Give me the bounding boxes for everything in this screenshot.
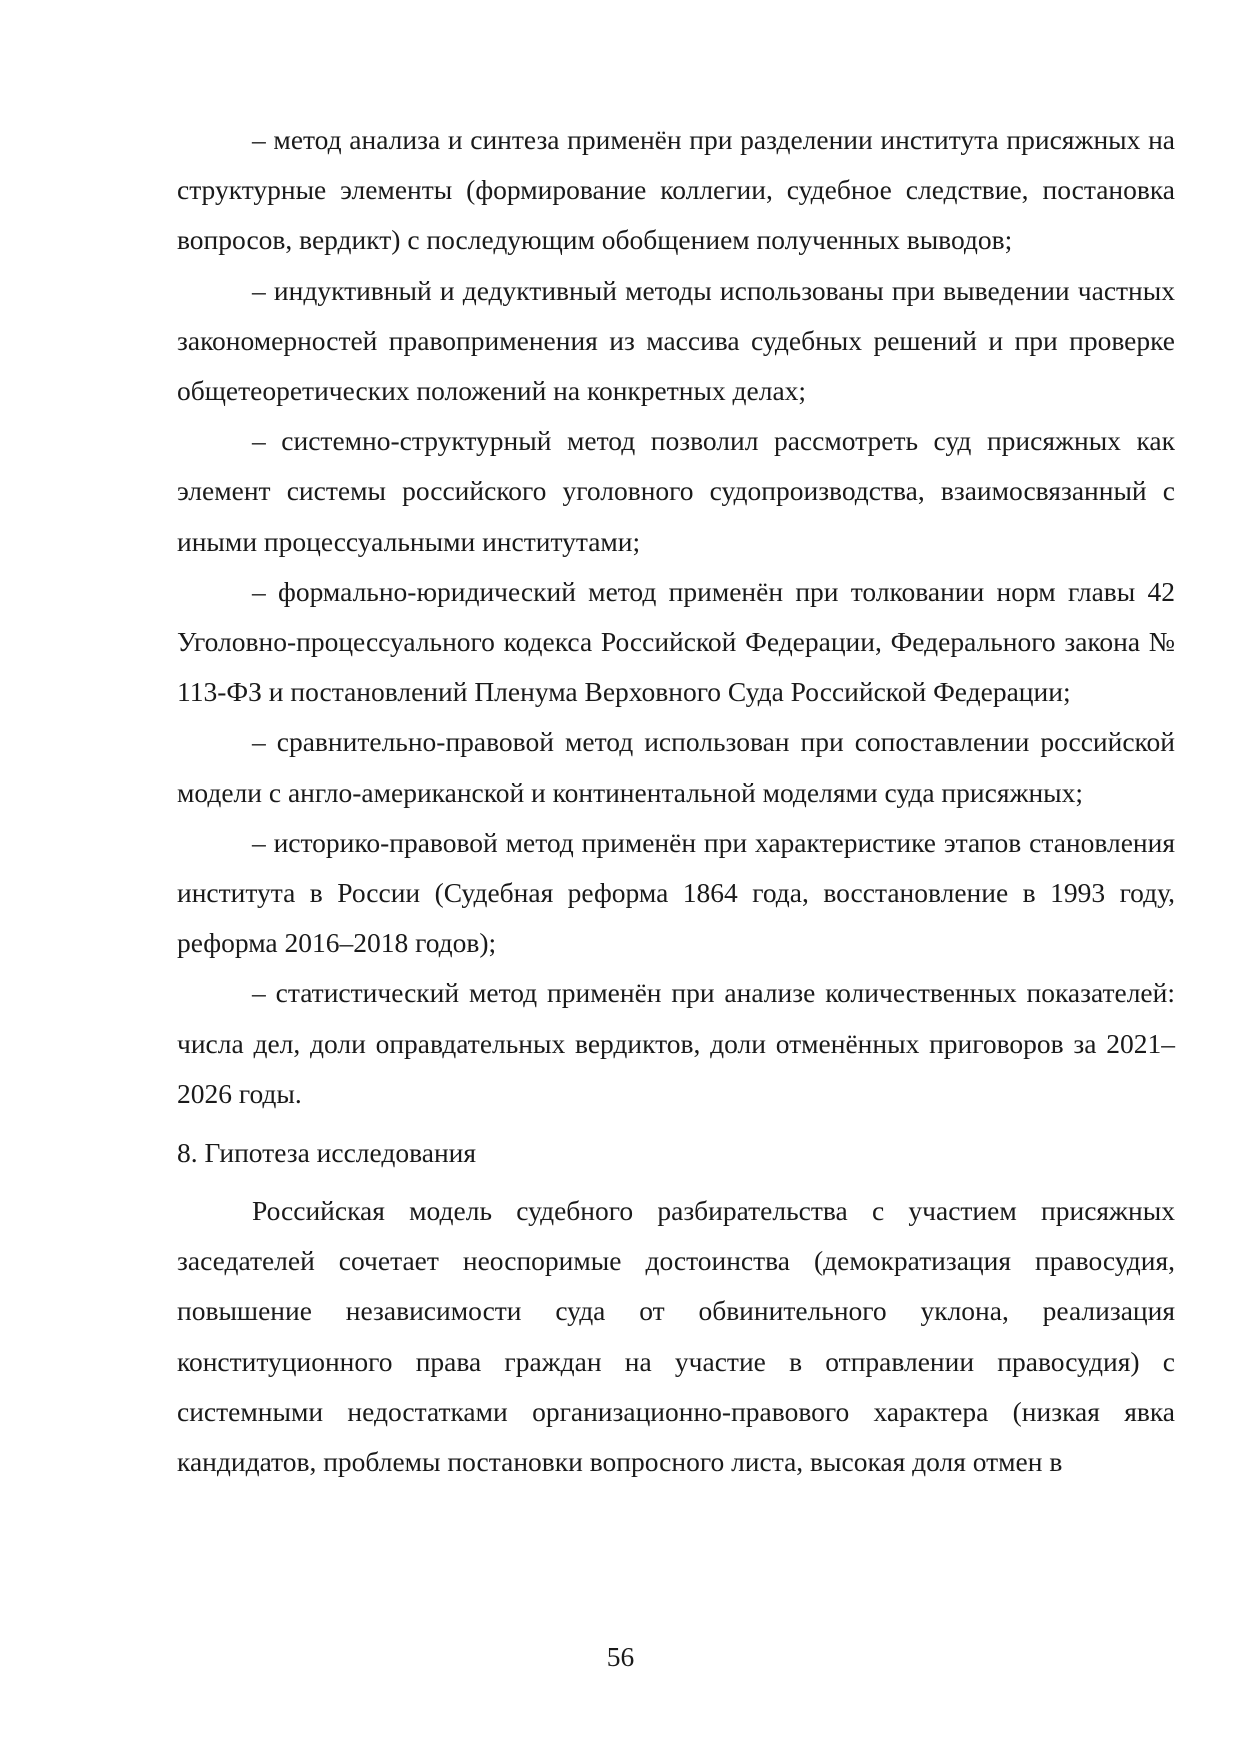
method-historical-legal-paragraph: – историко-правовой метод применён при характеристике этапов становления института в России (Судебная реформа 1864 года, восстановление в 1993 году, реформа 2016–2018 годов); bbox=[177, 826, 1175, 959]
method-inductive-deductive-paragraph: – индуктивный и дедуктивный методы использованы при выведении частных закономерностей правоприменения из массива судебных решений и при проверке общетеоретических положений на конкретных делах; bbox=[177, 274, 1175, 407]
page-number: 56 bbox=[606, 1641, 635, 1672]
section-heading-hypothesis: 8. Гипотеза исследования bbox=[177, 1137, 477, 1169]
method-statistical-paragraph: – статистический метод применён при анализе количественных показателей: числа дел, доли оправдательных вердиктов, доли отменённых приговоров за 2021–2026 годы. bbox=[177, 977, 1175, 1109]
method-comparative-legal-paragraph: – сравнительно-правовой метод использован при сопоставлении российской модели с англо-американской и континентальной моделями суда присяжных; bbox=[177, 726, 1175, 808]
method-formal-legal-paragraph: – формально-юридический метод применён при толковании норм главы 42 Уголовно-процессуального кодекса Российской Федерации, Федерального закона № 113-ФЗ и постановлений Пленума Верховного Суда Российской Федерации; bbox=[177, 575, 1175, 708]
hypothesis-paragraph: Российская модель судебного разбирательства с участием присяжных заседателей сочетает неоспоримые достоинства (демократизация правосудия, повышение независимости суда от обвинительного уклона, реализация конституционного права граждан на участие в отправлении правосудия) с системными недостатками организационно-правового характера (низкая явка кандидатов, проблемы постановки вопросного листа, высокая доля отмен в bbox=[177, 1195, 1175, 1478]
page-body bbox=[177, 115, 1175, 1487]
method-systemic-structural-paragraph: – системно-структурный метод позволил рассмотреть суд присяжных как элемент системы российского уголовного судопроизводства, взаимосвязанный с иными процессуальными институтами; bbox=[177, 425, 1175, 557]
method-analysis-synthesis-paragraph: – метод анализа и синтеза применён при разделении института присяжных на структурные элементы (формирование коллегии, судебное следствие, постановка вопросов, вердикт) с последующим обобщением полученных выводов; bbox=[177, 124, 1175, 256]
